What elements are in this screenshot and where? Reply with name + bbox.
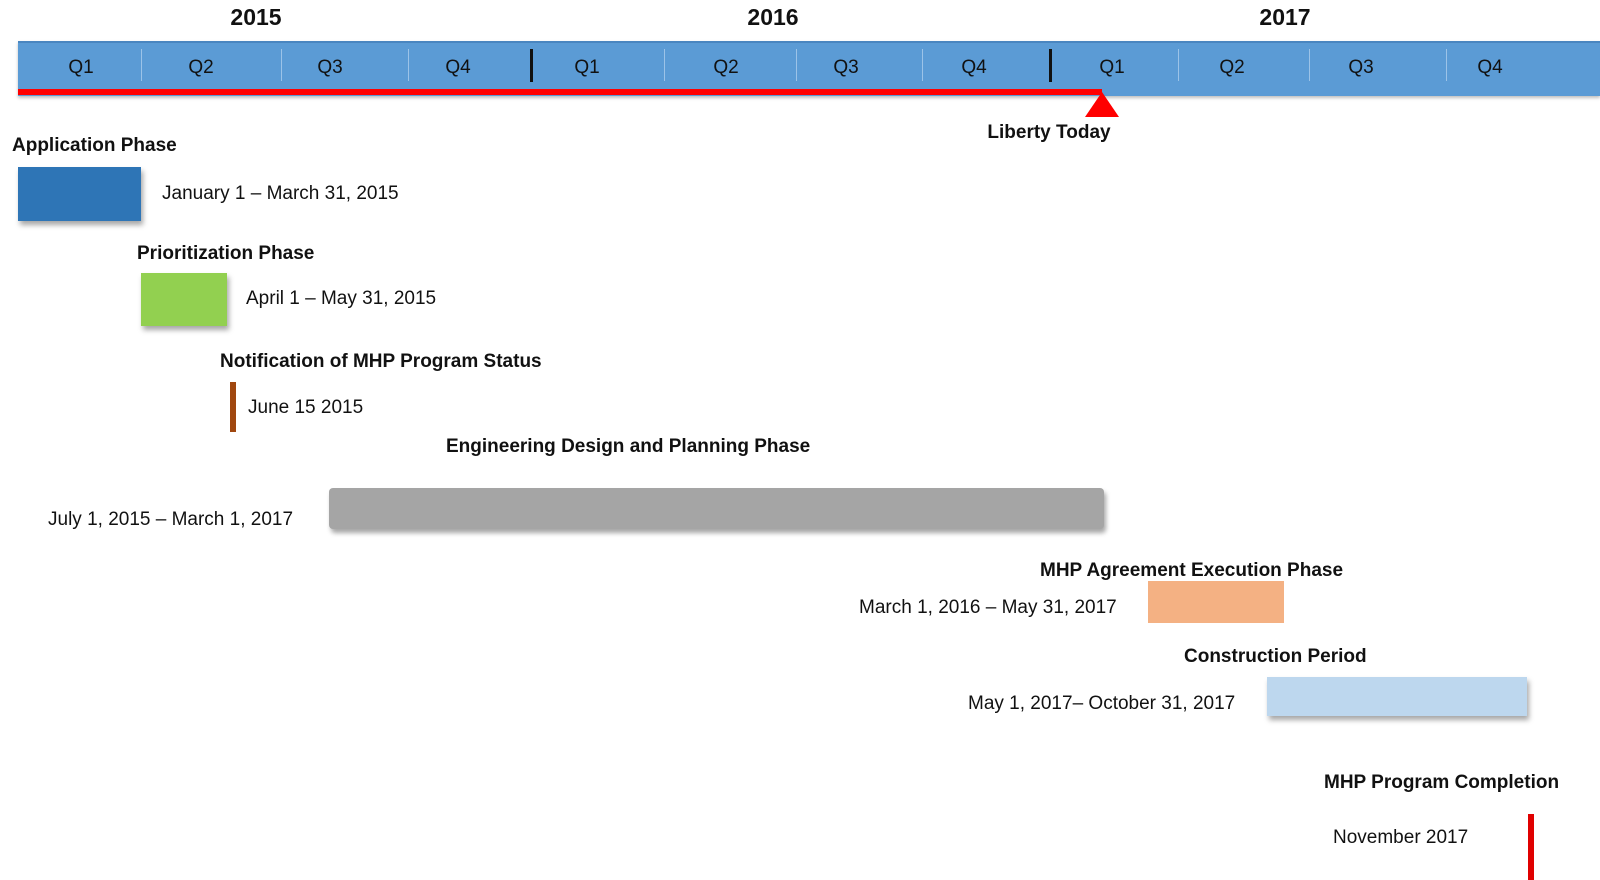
year-label-2017: 2017 [1259, 4, 1311, 30]
quarter-divider [408, 49, 409, 81]
phase-dates-prioritization: April 1 – May 31, 2015 [246, 288, 437, 309]
milestone-date-completion: November 2017 [1333, 827, 1469, 848]
quarter-divider [1446, 49, 1447, 81]
quarter-label: Q4 [961, 57, 987, 78]
phase-bar-engineering [329, 488, 1104, 529]
year-divider [1049, 49, 1052, 82]
phase-bar-agreement-execution [1148, 581, 1284, 623]
quarter-label: Q3 [833, 57, 859, 78]
phase-dates-agreement-execution: March 1, 2016 – May 31, 2017 [859, 597, 1117, 618]
quarter-divider [281, 49, 282, 81]
quarter-label: Q4 [1477, 57, 1503, 78]
quarter-divider [1309, 49, 1310, 81]
quarter-label: Q3 [317, 57, 343, 78]
today-marker-icon [1085, 92, 1119, 117]
quarter-label: Q1 [68, 57, 94, 78]
quarter-label: Q3 [1348, 57, 1374, 78]
phase-title-agreement-execution: MHP Agreement Execution Phase [1040, 560, 1344, 581]
milestone-date-notification: June 15 2015 [248, 397, 364, 418]
phase-bar-construction [1267, 677, 1527, 716]
year-divider [530, 49, 533, 82]
quarter-label: Q2 [1219, 57, 1245, 78]
quarter-label: Q4 [445, 57, 471, 78]
quarter-label: Q1 [574, 57, 600, 78]
quarter-divider [922, 49, 923, 81]
phase-title-construction: Construction Period [1184, 646, 1367, 667]
milestone-title-completion: MHP Program Completion [1324, 772, 1560, 793]
quarter-label: Q1 [1099, 57, 1125, 78]
phase-dates-construction: May 1, 2017– October 31, 2017 [968, 693, 1236, 714]
quarter-divider [796, 49, 797, 81]
milestone-marker-completion [1528, 814, 1534, 880]
quarter-label: Q2 [713, 57, 739, 78]
phase-title-prioritization: Prioritization Phase [137, 243, 315, 264]
quarter-label: Q2 [188, 57, 214, 78]
quarter-divider [1178, 49, 1179, 81]
phase-dates-application: January 1 – March 31, 2015 [162, 183, 399, 204]
today-label: Liberty Today [987, 122, 1111, 143]
year-label-2016: 2016 [747, 4, 799, 30]
phase-bar-application [18, 167, 141, 221]
year-label-2015: 2015 [230, 4, 282, 30]
phase-dates-engineering: July 1, 2015 – March 1, 2017 [48, 509, 294, 530]
phase-bar-prioritization [141, 273, 227, 326]
milestone-marker-notification [230, 382, 236, 432]
phase-title-application: Application Phase [12, 135, 177, 156]
phase-title-engineering: Engineering Design and Planning Phase [446, 436, 811, 457]
progress-to-today-bar [18, 89, 1102, 95]
quarter-divider [664, 49, 665, 81]
milestone-title-notification: Notification of MHP Program Status [220, 351, 542, 372]
quarter-divider [141, 49, 142, 81]
